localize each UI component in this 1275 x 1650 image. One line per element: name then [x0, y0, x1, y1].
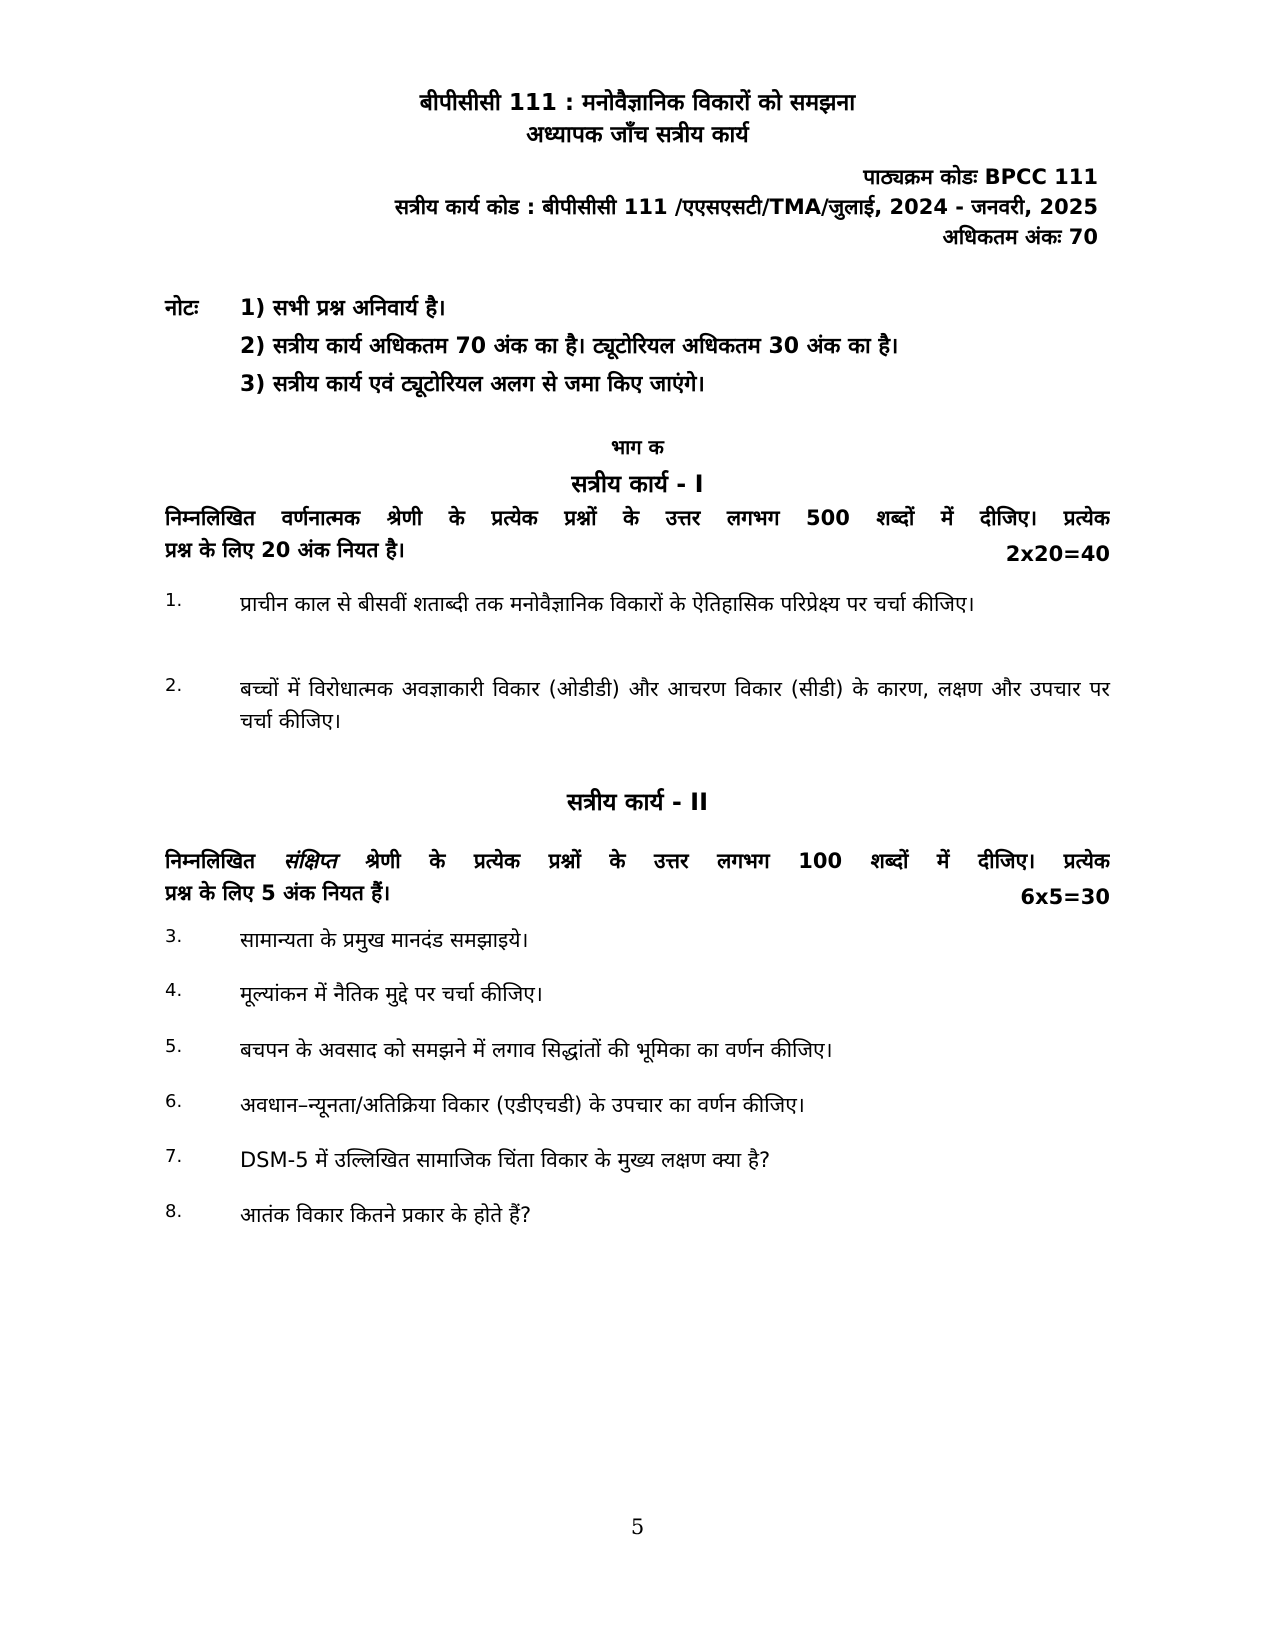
notes-label: नोटः: [165, 296, 199, 321]
document-subtitle: अध्यापक जाँच सत्रीय कार्य: [526, 122, 749, 148]
question-number: 5.: [165, 1036, 183, 1057]
max-marks: अधिकतम अंकः 70: [942, 225, 1098, 249]
question-number: 6.: [165, 1091, 183, 1112]
course-code: पाठ्यक्रम कोडः BPCC 111: [863, 165, 1098, 189]
assignment-code: सत्रीय कार्य कोड : बीपीसीसी 111 /एएसएसटी/TMA/जुलाई, 2024 - जनवरी, 2025: [394, 195, 1098, 219]
question-text: बच्चों में विरोधात्मक अवज्ञाकारी विकार (ओडीडी) और आचरण विकार (सीडी) के कारण, लक्षण और उपचार पर चर्चा कीजिए।: [240, 677, 1110, 733]
instruction-line: प्रश्न के लिए 20 अंक नियत है।: [165, 538, 405, 562]
instruction-italic-word: संक्षिप्त: [283, 849, 337, 873]
question-number: 8.: [165, 1201, 183, 1222]
question-text: बचपन के अवसाद को समझने में लगाव सिद्धांतों की भूमिका का वर्णन कीजिए।: [240, 1038, 833, 1062]
instruction-text: निम्नलिखित: [165, 849, 284, 873]
section1-heading: सत्रीय कार्य - I: [571, 470, 704, 498]
section1-marks: 2x20=40: [1005, 542, 1110, 566]
note-item: 2) सत्रीय कार्य अधिकतम 70 अंक का है। ट्यूटोरियल अधिकतम 30 अंक का है।: [240, 334, 899, 359]
instruction-line: [165, 845, 1110, 877]
question-text: प्राचीन काल से बीसवीं शताब्दी तक मनोवैज्ञानिक विकारों के ऐतिहासिक परिप्रेक्ष्य पर चर्चा कीजिए।: [240, 592, 975, 616]
question-text: आतंक विकार कितने प्रकार के होते हैं?: [240, 1203, 532, 1227]
question-text: DSM-5 में उल्लिखित सामाजिक चिंता विकार के मुख्य लक्षण क्या है?: [240, 1148, 771, 1172]
section1-instruction: [165, 502, 1110, 566]
question-number: 7.: [165, 1146, 183, 1167]
part-heading: भाग क: [611, 435, 664, 459]
question-text: मूल्यांकन में नैतिक मुद्दे पर चर्चा कीजिए।: [240, 982, 543, 1006]
section2-instruction: [165, 845, 1110, 909]
question-number: 4.: [165, 980, 183, 1001]
note-item: 3) सत्रीय कार्य एवं ट्यूटोरियल अलग से जमा किए जाएंगे।: [240, 372, 705, 397]
section2-heading: सत्रीय कार्य - II: [566, 788, 709, 816]
note-item: 1) सभी प्रश्न अनिवार्य है।: [240, 296, 446, 321]
question-text: अवधान–न्यूनता/अतिक्रिया विकार (एडीएचडी) के उपचार का वर्णन कीजिए।: [240, 1093, 805, 1117]
question-text: सामान्यता के प्रमुख मानदंड समझाइये।: [240, 928, 529, 952]
question-number: 1.: [165, 590, 183, 611]
question-number: 2.: [165, 675, 183, 696]
section2-marks: 6x5=30: [1020, 885, 1110, 909]
document-title: बीपीसीसी 111 : मनोवैज्ञानिक विकारों को समझना: [419, 90, 856, 116]
instruction-line: प्रश्न के लिए 5 अंक नियत हैं।: [165, 881, 391, 905]
page-number: 5: [630, 1515, 645, 1539]
instruction-line: निम्नलिखित वर्णनात्मक श्रेणी के प्रत्येक प्रश्नों के उत्तर लगभग 500 शब्दों में दीजिए। प्रत्येक: [165, 506, 1110, 530]
instruction-text: श्रेणी के प्रत्येक प्रश्नों के उत्तर लगभग 100 शब्दों में दीजिए। प्रत्येक: [336, 849, 1110, 873]
question-number: 3.: [165, 926, 183, 947]
